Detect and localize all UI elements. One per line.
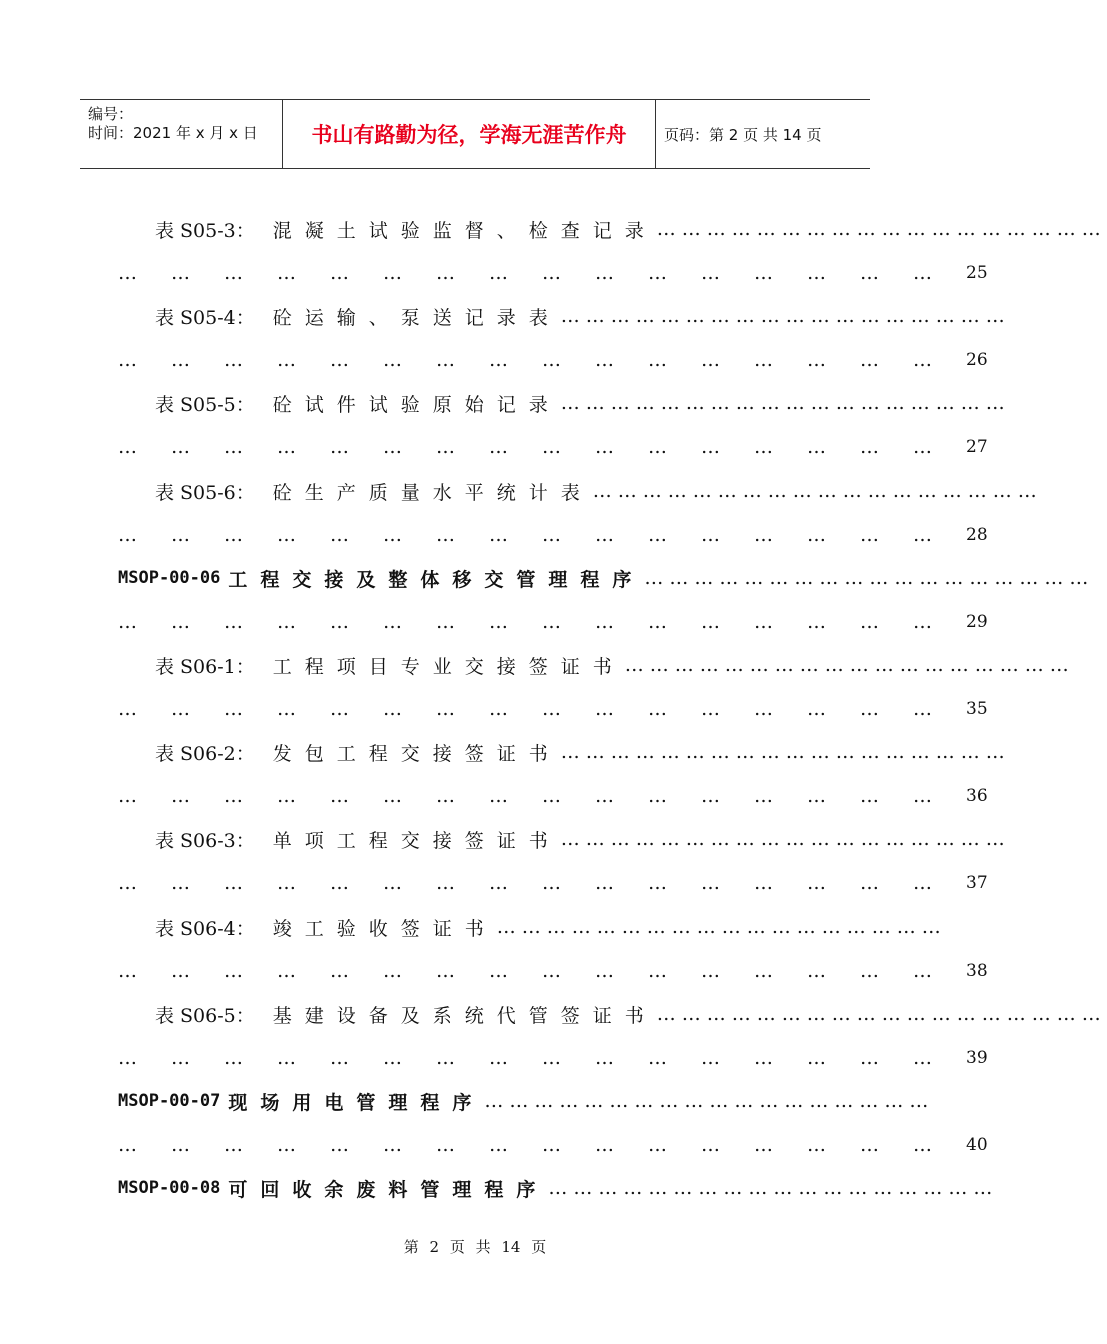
toc-leader: ………………………………………… [118, 1134, 966, 1156]
toc-entry-continuation [118, 781, 988, 811]
toc-page-number: 26 [966, 350, 988, 370]
toc-entry-title: 现场用电管理程序 [228, 1091, 485, 1114]
toc-leader: ………………………………………… [118, 349, 966, 371]
toc-entry-continuation [118, 258, 988, 288]
toc-entry-title: 可回收余废料管理程序 [228, 1178, 549, 1201]
toc-entry[interactable] [155, 824, 1011, 854]
toc-entry-code: 表 S06-3： [155, 829, 255, 852]
toc-entry-continuation [118, 1130, 988, 1160]
toc-entry-continuation [118, 607, 988, 637]
toc-leader: ……………………………………………… [548, 1177, 999, 1199]
header-meta [88, 100, 278, 173]
toc-entry-title: 砼试件试验原始记录 [272, 393, 561, 416]
toc-entry-code: MSOP-00-07 [118, 1091, 221, 1111]
toc-entry-title: 工程项目专业交接签证书 [272, 655, 625, 678]
toc-entry-title: 单项工程交接签证书 [272, 829, 561, 852]
toc-entry-continuation [118, 520, 988, 550]
header-page-info [664, 100, 870, 168]
toc-page-number: 36 [966, 786, 988, 806]
toc-entry[interactable] [118, 1173, 999, 1203]
toc-leader: ………………………………………… [118, 960, 966, 982]
toc-entry-code: 表 S06-2： [155, 742, 255, 765]
toc-entry[interactable] [155, 912, 947, 942]
toc-entry-continuation [118, 868, 988, 898]
toc-entry-code: MSOP-00-08 [118, 1178, 221, 1198]
toc-entry[interactable] [118, 1086, 935, 1116]
document-time: 时间：2021 年 x 月 x 日 [88, 124, 258, 142]
toc-entry-code: 表 S05-6： [155, 481, 255, 504]
toc-entry-title: 混凝土试验监督、检查记录 [272, 219, 657, 242]
toc-entry[interactable] [155, 999, 1107, 1029]
document-number-label: 编号： [88, 105, 134, 123]
page-footer: 第 2 页 共 14 页 [403, 1238, 547, 1256]
toc-entry-code: 表 S05-4： [155, 306, 255, 329]
toc-leader: ……………………………………………… [656, 218, 1107, 240]
toc-entry-title: 发包工程交接签证书 [272, 742, 561, 765]
toc-entry-title: 基建设备及系统代管签证书 [272, 1004, 657, 1027]
toc-entry-code: 表 S06-1： [155, 655, 255, 678]
toc-leader: ……………………………………………… [560, 305, 1011, 327]
toc-entry-title: 砼运输、泵送记录表 [272, 306, 561, 329]
toc-leader: ………………………………………… [118, 436, 966, 458]
toc-leader: ……………………………………………… [560, 741, 1011, 763]
toc-entry[interactable] [155, 650, 1075, 680]
toc-leader: ……………………………………………… [484, 1090, 935, 1112]
toc-leader: ……………………………………………… [592, 480, 1043, 502]
toc-leader: ……………………………………………… [656, 1003, 1107, 1025]
toc-entry-code: MSOP-00-06 [118, 568, 221, 588]
toc-entry-continuation [118, 694, 988, 724]
toc-page-number: 38 [966, 961, 988, 981]
toc-leader: ……………………………………………… [496, 916, 947, 938]
page-info-text: 页码：第 2 页 共 14 页 [664, 125, 822, 144]
toc-entry-code: 表 S05-5： [155, 393, 255, 416]
toc-page-number: 35 [966, 699, 988, 719]
toc-entry-code: 表 S06-4： [155, 917, 255, 940]
header-motto: 书山有路勤为径，学海无涯苦作舟 [311, 123, 627, 147]
toc-page-number: 25 [966, 263, 988, 283]
toc-leader: ………………………………………… [118, 611, 966, 633]
toc-entry[interactable] [118, 563, 1095, 593]
toc-leader: ………………………………………… [118, 698, 966, 720]
toc-leader: ……………………………………………… [624, 654, 1075, 676]
header-motto-cell [282, 100, 656, 168]
toc-page-number: 37 [966, 873, 988, 893]
toc-entry[interactable] [155, 214, 1107, 244]
toc-leader: ……………………………………………… [560, 828, 1011, 850]
toc-entry-code: 表 S05-3： [155, 219, 255, 242]
toc-entry-title: 竣工验收签证书 [272, 917, 497, 940]
toc-entry-title: 工程交接及整体移交管理程序 [228, 568, 645, 591]
toc-page-number: 27 [966, 437, 988, 457]
toc-leader: ………………………………………… [118, 524, 966, 546]
toc-entry-continuation [118, 1043, 988, 1073]
toc-leader: ………………………………………… [118, 1047, 966, 1069]
toc-entry[interactable] [155, 737, 1011, 767]
toc-page-number: 28 [966, 525, 988, 545]
toc-leader: ………………………………………… [118, 262, 966, 284]
toc-entry-continuation [118, 345, 988, 375]
toc-leader: ……………………………………………… [560, 392, 1011, 414]
toc-entry-code: 表 S06-5： [155, 1004, 255, 1027]
toc-leader: ………………………………………… [118, 785, 966, 807]
toc-page-number: 29 [966, 612, 988, 632]
toc-entry-title: 砼生产质量水平统计表 [272, 481, 593, 504]
toc-entry[interactable] [155, 388, 1011, 418]
toc-entry[interactable] [155, 476, 1043, 506]
toc-leader: ………………………………………… [118, 872, 966, 894]
toc-leader: ……………………………………………… [644, 567, 1095, 589]
toc-entry[interactable] [155, 301, 1011, 331]
toc-entry-continuation [118, 432, 988, 462]
toc-entry-continuation [118, 956, 988, 986]
toc-page-number: 39 [966, 1048, 988, 1068]
page-header [80, 99, 870, 169]
toc-page-number: 40 [966, 1135, 988, 1155]
